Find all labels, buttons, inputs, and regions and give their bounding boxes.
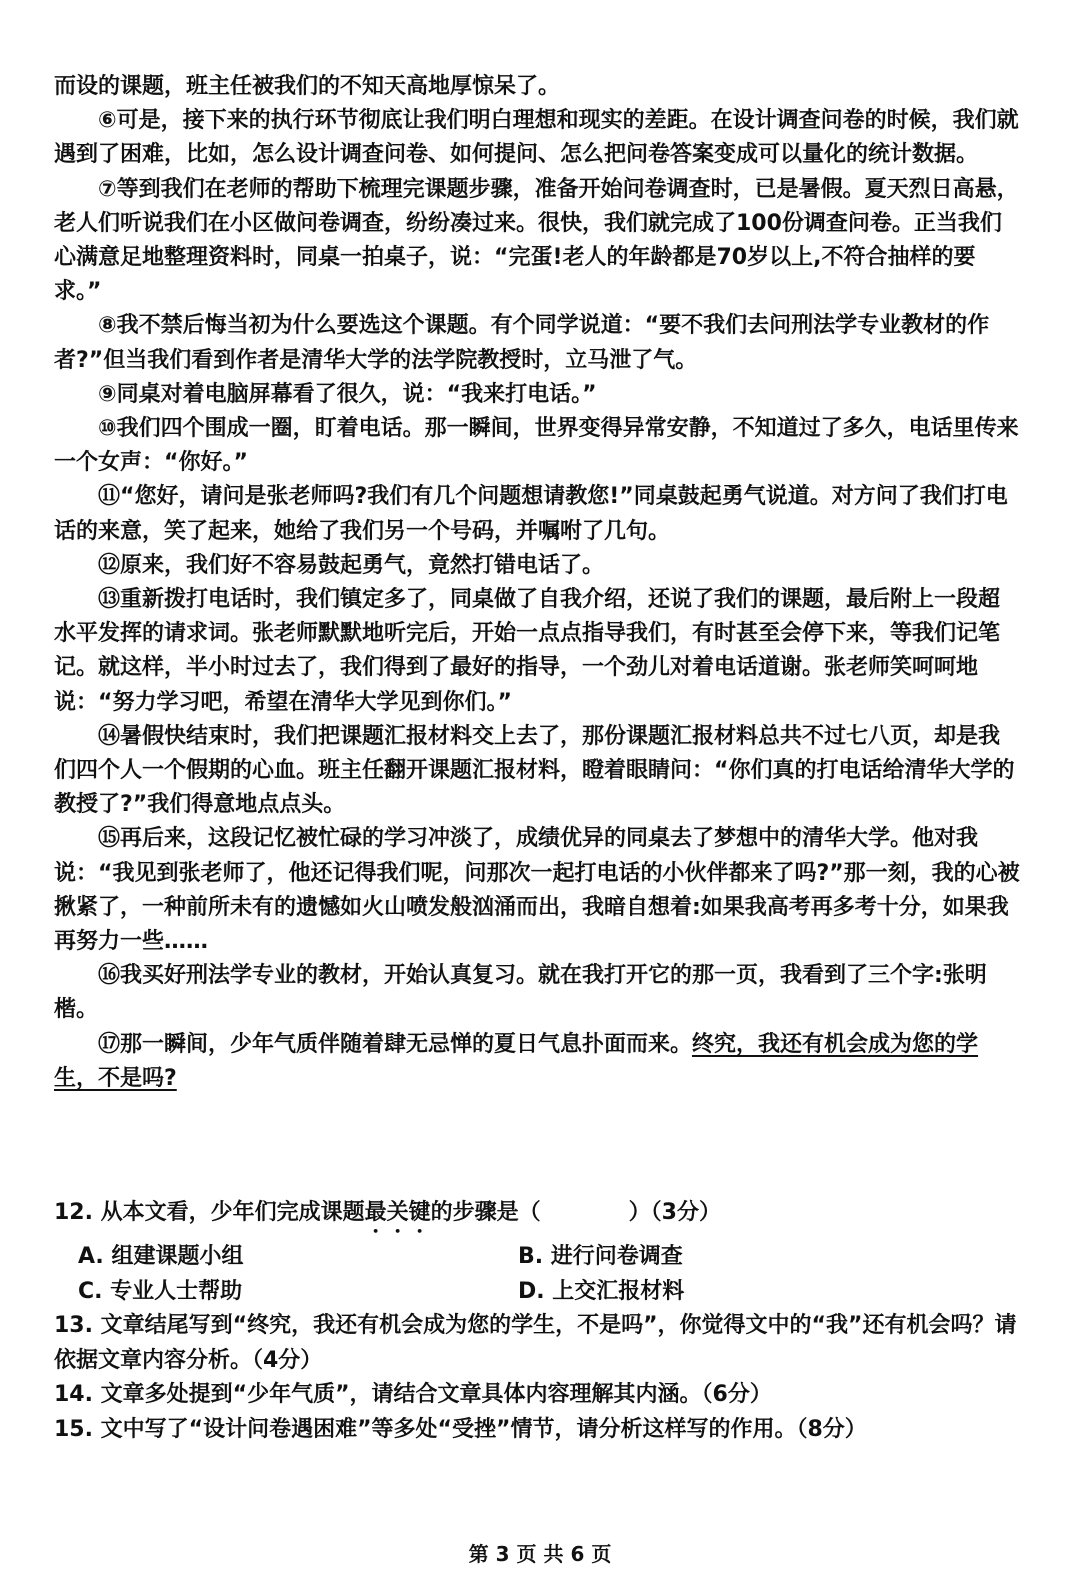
passage-paragraph: ⑧我不禁后悔当初为什么要选这个课题。有个同学说道：“要不我们去问刑法学专业教材的作者?”但当我们看到作者是清华大学的法学院教授时，立马泄了气。 [54,313,990,373]
passage-paragraph: 而设的课题，班主任被我们的不知天高地厚惊呆了。 [54,74,561,99]
passage-final-paragraph [54,1028,1020,1096]
question-15: 15. 文中写了“设计问卷遇困难”等多处“受挫”情节，请分析这样写的作用。（8分） [54,1416,867,1442]
option-c: C. 专业人士帮助 [78,1278,243,1304]
passage-paragraph: ⑦等到我们在老师的帮助下梳理完课题步骤，准备开始问卷调查时，已是暑假。夏天烈日高悬，老人们听说我们在小区做问卷调查，纷纷凑过来。很快，我们就完成了100份调查问卷。正当我们心满意足地整理资料时，同桌一拍桌子，说：“完蛋!老人的年龄都是70岁以上,不符合抽样的要求。” [54,176,1019,305]
question-section [54,1196,1020,1447]
passage-paragraph: ⑯我买好刑法学专业的教材，开始认真复习。就在我打开它的那一页，我看到了三个字:张明楷。 [54,963,987,1023]
option-a: A. 组建课题小组 [78,1244,244,1269]
question-14: 14. 文章多处提到“少年气质”，请结合文章具体内容理解其内涵。（6分） [54,1382,772,1407]
q12-emphasis: 最关键 [364,1200,431,1225]
passage-paragraph: ⑩我们四个围成一圈，盯着电话。那一瞬间，世界变得异常安静，不知道过了多久，电话里传来一个女声：“你好。” [54,416,1019,476]
passage-paragraph: ⑪“您好，请问是张老师吗?我们有几个问题想请教您!”同桌鼓起勇气说道。对方问了我们打电话的来意，笑了起来，她给了我们另一个号码，并嘱咐了几句。 [54,484,1008,544]
question-12 [54,1196,1020,1238]
q12-options [54,1240,1020,1309]
question-13: 13. 文章结尾写到“终究，我还有机会成为您的学生，不是吗”，你觉得文中的“我”还有机会吗？请依据文章内容分析。（4分） [54,1313,1017,1373]
passage-paragraph: ⑬重新拨打电话时，我们镇定多了，同桌做了自我介绍，还说了我们的课题，最后附上一段超水平发挥的请求词。张老师默默地听完后，开始一点点指导我们，有时甚至会停下来，等我们记笔记。就这样，半小时过去了，我们得到了最好的指导，一个劲儿对着电话道谢。张老师笑呵呵地说：“努力学习吧，希望在清华大学见到你们。” [54,587,1001,715]
option-b: B. 进行问卷调查 [518,1244,683,1269]
passage-paragraph: ⑥可是，接下来的执行环节彻底让我们明白理想和现实的差距。在设计调查问卷的时候，我们就遇到了困难，比如，怎么设计调查问卷、如何提问、怎么把问卷答案变成可以量化的统计数据。 [54,108,1019,168]
q12-suffix: 的步骤是（ ）（3分） [430,1200,721,1225]
final-paragraph-text: ⑰那一瞬间，少年气质伴随着肆无忌惮的夏日气息扑面而来。 [98,1031,693,1057]
page-number: 第 3 页 共 6 页 [468,1542,612,1566]
option-d: D. 上交汇报材料 [518,1278,685,1304]
passage-paragraph: ⑨同桌对着电脑屏幕看了很久，说：“我来打电话。” [98,381,597,407]
reading-passage [54,70,1020,1096]
passage-paragraph: ⑫原来，我们好不容易鼓起勇气，竟然打错电话了。 [98,552,605,578]
underlined-sentence: 终究，我还有机会成为您的学生，不是吗? [54,1031,979,1091]
q12-prefix: 12. 从本文看，少年们完成课题 [54,1200,365,1225]
passage-paragraph: ⑭暑假快结束时，我们把课题汇报材料交上去了，那份课题汇报材料总共不过七八页，却是我们四个人一个假期的心血。班主任翻开课题汇报材料，瞪着眼睛问：“你们真的打电话给清华大学的教授了?”我们得意地点点头。 [54,723,1015,818]
passage-paragraph: ⑮再后来，这段记忆被忙碌的学习冲淡了，成绩优异的同桌去了梦想中的清华大学。他对我说：“我见到张老师了，他还记得我们呢，问那次一起打电话的小伙伴都来了吗?”那一刻，我的心被揪紧了，一种前所未有的遗憾如火山喷发般汹涌而出，我暗自想着:如果我高考再多考十分，如果我再努力一些…… [54,826,1020,955]
